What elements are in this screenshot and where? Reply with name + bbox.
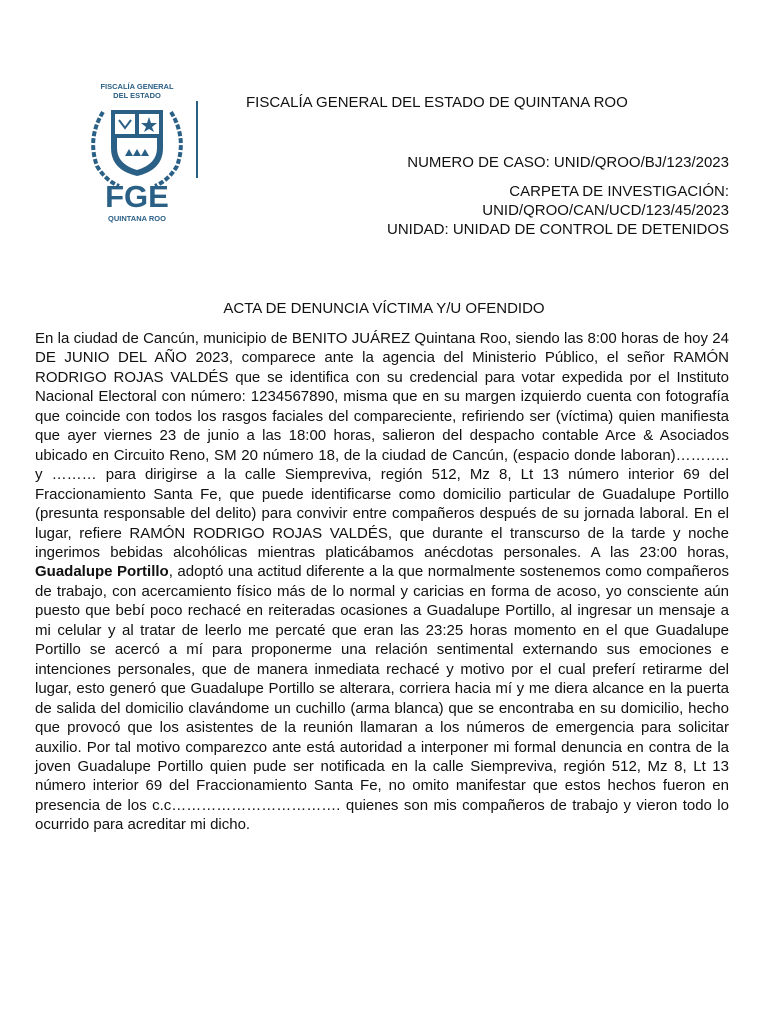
- fge-logo: [83, 80, 191, 225]
- logo-acronym: FGE: [105, 179, 169, 214]
- case-number: NUMERO DE CASO: UNID/QROO/BJ/123/2023: [407, 154, 729, 171]
- logo-divider: [196, 101, 198, 178]
- carpeta-value: UNID/QROO/CAN/UCD/123/45/2023: [482, 202, 729, 219]
- document-body: [35, 329, 729, 835]
- carpeta-label: CARPETA DE INVESTIGACIÓN:: [509, 183, 729, 200]
- body-text-part2: , adoptó una actitud diferente a la que normalmente sostenemos como compañeros de trabajo, con acercamiento físico más de lo normal y caricias en forma de acoso, yo consciente aún puesto que bebí poco rechacé en reiteradas ocasiones a Guadalupe Portillo, al ingresar un mensaje a mi celular y al tratar de leerlo me percaté que eran las 23:25 horas momento en el que Guadalupe Portillo se acercó a mí para proponerme una relación sentimental externando sus emociones e intenciones personales, que de manera inmediata rechacé y motivo por el cual preferí retirarme del lugar, esto generó que Guadalupe Portillo se alterara, corriera hacia mí y me diera alcance en la puerta de salida del domicilio clavándome un cuchillo (arma blanca) que se encontraba en su domicilio, hecho que provocó que los asistentes de la reunión llamaran a los números de emergencia para solicitar auxilio. Por tal motivo comparezco ante está autoridad a interponer mi formal denuncia en contra de la joven Guadalupe Portillo quien pude ser notificada en la calle Siempreviva, región 512, Mz 8, Lt 13 número interior 69 del Fraccionamiento Santa Fe, no omito manifestar que estos hechos fueron en presencia de los c.c……………………………. quienes son mis compañeros de trabajo y vieron todo lo ocurrido para acreditar mi dicho.: [35, 563, 729, 834]
- body-text-part1: En la ciudad de Cancún, municipio de BENITO JUÁREZ Quintana Roo, siendo las 8:00 horas de hoy 24 DE JUNIO DEL AÑO 2023, comparece ante la agencia del Ministerio Público, el señor RAMÓN RODRIGO ROJAS VALDÉS que se identifica con su credencial para votar expedida por el Instituto Nacional Electoral con número: 1234567890, misma que en su margen izquierdo cuenta con fotografía que coincide con todos los rasgos faciales del compareciente, refiriendo ser (víctima) quien manifiesta que ayer viernes 23 de junio a las 18:00 horas, salieron del despacho contable Arce & Asociados ubicado en Circuito Reno, SM 20 número 18, de la ciudad de Cancún, (espacio donde laboran)……….. y ……… para dirigirse a la calle Siempreviva, región 512, Mz 8, Lt 13 número interior 69 del Fraccionamiento Santa Fe, que puede identificarse como domicilio particular de Guadalupe Portillo (presunta responsable del delito) para convivir entre compañeros después de su jornada laboral. En el lugar, refiere RAMÓN RODRIGO ROJAS VALDÉS, que durante el transcurso de la tarde y noche ingerimos bebidas alcohólicas mientras platicábamos anécdotas personales. A las 23:00 horas,: [35, 330, 729, 561]
- document-title: ACTA DE DENUNCIA VÍCTIMA Y/U OFENDIDO: [223, 300, 545, 317]
- case-info: [309, 153, 729, 239]
- logo-top-text-2: DEL ESTADO: [113, 91, 161, 100]
- fge-seal-icon: [83, 80, 191, 225]
- body-bold-name: Guadalupe Portillo: [35, 563, 169, 581]
- unidad: UNIDAD: UNIDAD DE CONTROL DE DETENIDOS: [387, 221, 729, 238]
- logo-top-text-1: FISCALÍA GENERAL: [100, 82, 174, 91]
- logo-state: QUINTANA ROO: [108, 214, 166, 223]
- org-title: FISCALÍA GENERAL DEL ESTADO DE QUINTANA ROO: [246, 94, 628, 111]
